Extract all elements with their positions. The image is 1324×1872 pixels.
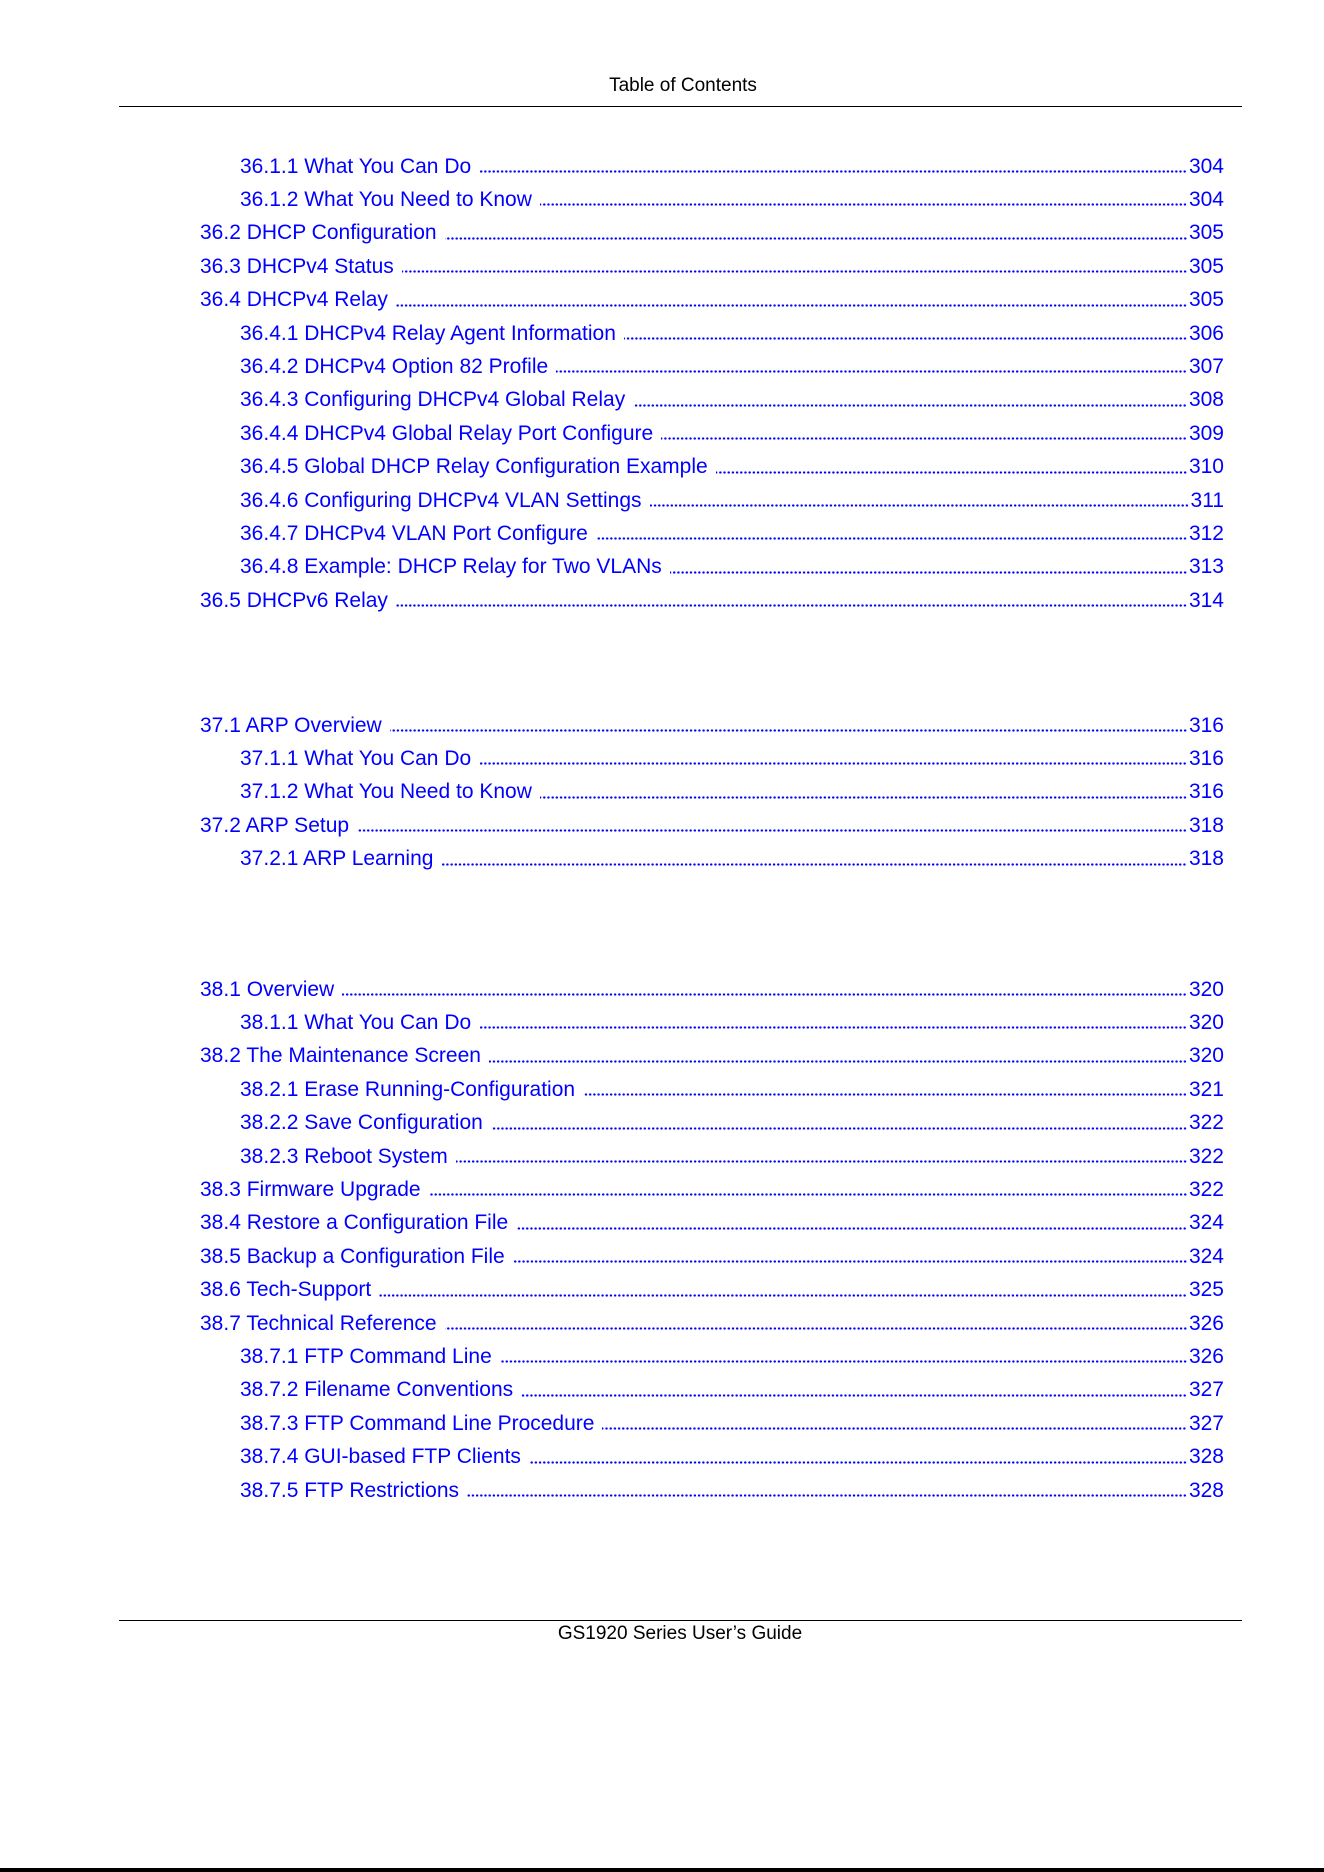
toc-dot-leader (521, 1393, 1187, 1398)
toc-page-number[interactable]: 310 (1188, 455, 1224, 479)
toc-dot-leader (479, 761, 1187, 766)
toc-dot-leader (479, 1025, 1187, 1030)
toc-entry[interactable] (240, 1441, 1224, 1474)
toc-page-number[interactable]: 321 (1188, 1077, 1224, 1101)
toc-dot-leader (357, 828, 1187, 833)
toc-entry[interactable] (200, 1040, 1224, 1073)
toc-dot-leader (529, 1460, 1187, 1465)
toc-dot-leader (429, 1192, 1187, 1197)
toc-page-number[interactable]: 324 (1188, 1244, 1224, 1268)
toc-dot-leader (602, 1426, 1186, 1431)
toc-dot-leader (661, 436, 1187, 441)
toc-dot-leader (633, 403, 1187, 408)
toc-page-number[interactable]: 326 (1188, 1344, 1224, 1368)
toc-entry[interactable] (200, 973, 1224, 1006)
toc-page-number[interactable]: 316 (1188, 713, 1224, 737)
toc-entry[interactable] (200, 1307, 1224, 1340)
toc-entry[interactable] (200, 709, 1224, 742)
toc-entry-title[interactable]: 37.1 ARP Overview (200, 713, 382, 737)
toc-page-number[interactable]: 304 (1188, 154, 1224, 178)
toc-entry[interactable] (240, 417, 1224, 450)
toc-page-number[interactable]: 314 (1188, 588, 1224, 612)
toc-entry-title[interactable]: 36.4.6 Configuring DHCPv4 VLAN Settings (240, 488, 642, 512)
toc-page-number[interactable]: 305 (1188, 221, 1224, 245)
toc-entry-title[interactable]: 38.7.4 GUI-based FTP Clients (240, 1445, 521, 1469)
toc-page-number[interactable]: 328 (1188, 1445, 1224, 1469)
toc-page-number[interactable]: 318 (1188, 847, 1224, 871)
toc-dot-leader (540, 202, 1187, 207)
toc-entry[interactable] (200, 217, 1224, 250)
toc-entry[interactable] (240, 384, 1224, 417)
toc-page-number[interactable]: 320 (1188, 1044, 1224, 1068)
toc-entry-title[interactable]: 36.4.1 DHCPv4 Relay Agent Information (240, 321, 616, 345)
toc-dot-leader (445, 236, 1187, 241)
toc-entry-title[interactable]: 38.7.2 Filename Conventions (240, 1378, 514, 1402)
toc-entry[interactable] (200, 584, 1224, 617)
toc-dot-leader (624, 336, 1187, 341)
toc-entry[interactable] (240, 183, 1224, 216)
toc-page-number[interactable]: 320 (1188, 1010, 1224, 1034)
toc-dot-leader (650, 503, 1189, 508)
toc-entry-title[interactable]: 38.7.5 FTP Restrictions (240, 1478, 460, 1502)
toc-dot-leader (513, 1259, 1187, 1264)
toc-entry[interactable] (200, 1173, 1224, 1206)
toc-entry-title[interactable]: 38.7.3 FTP Command Line Procedure (240, 1411, 595, 1435)
toc-entry[interactable] (240, 1006, 1224, 1039)
toc-page-number[interactable]: 305 (1188, 254, 1224, 278)
toc-entry[interactable] (240, 517, 1224, 550)
toc-entry-title[interactable]: 37.1.2 What You Need to Know (240, 780, 532, 804)
toc-dot-leader (396, 303, 1187, 308)
toc-page-number[interactable]: 313 (1188, 555, 1224, 579)
toc-entry[interactable] (240, 1140, 1224, 1173)
toc-page-number[interactable]: 326 (1188, 1311, 1224, 1335)
toc-entry-title[interactable]: 36.3 DHCPv4 Status (200, 254, 394, 278)
toc-entry[interactable] (240, 742, 1224, 775)
toc-entry[interactable] (200, 284, 1224, 317)
toc-entry-title[interactable]: 38.7 Technical Reference (200, 1311, 437, 1335)
toc-entry[interactable] (240, 551, 1224, 584)
toc-dot-leader (489, 1059, 1187, 1064)
toc-entry[interactable] (240, 843, 1224, 876)
toc-entry[interactable] (240, 1107, 1224, 1140)
toc-page-number[interactable]: 307 (1188, 354, 1224, 378)
toc-dot-leader (500, 1359, 1187, 1364)
toc-entry-title[interactable]: 37.1.1 What You Can Do (240, 746, 472, 770)
toc-entry[interactable] (200, 1207, 1224, 1240)
toc-entry[interactable] (240, 317, 1224, 350)
toc-page-number[interactable]: 327 (1188, 1411, 1224, 1435)
toc-entry-title[interactable]: 38.2.3 Reboot System (240, 1144, 448, 1168)
toc-page-number[interactable]: 308 (1188, 388, 1224, 412)
toc-page-number[interactable]: 320 (1188, 977, 1224, 1001)
toc-entry-title[interactable]: 36.4 DHCPv4 Relay (200, 288, 388, 312)
toc-dot-leader (516, 1226, 1187, 1231)
toc-dot-leader (396, 603, 1187, 608)
running-footer-title: GS1920 Series User’s Guide (557, 1623, 803, 1644)
toc-entry[interactable] (240, 484, 1224, 517)
page-bottom-edge (0, 1868, 1324, 1872)
toc-dot-leader (342, 992, 1187, 997)
toc-dot-leader (456, 1159, 1187, 1164)
toc-dot-leader (467, 1493, 1187, 1498)
toc-entry-title[interactable]: 38.2.1 Erase Running-Configuration (240, 1077, 576, 1101)
toc-dot-leader (445, 1326, 1187, 1331)
toc-entry[interactable] (200, 1240, 1224, 1273)
toc-page-number[interactable]: 327 (1188, 1378, 1224, 1402)
toc-dot-leader (583, 1092, 1187, 1097)
toc-entry[interactable] (200, 250, 1224, 283)
toc-entry-title[interactable]: 38.4 Restore a Configuration File (200, 1211, 509, 1235)
footer-rule (119, 1620, 1242, 1621)
toc-page-number[interactable]: 322 (1188, 1144, 1224, 1168)
toc-entry-title[interactable]: 37.2 ARP Setup (200, 813, 350, 837)
toc-dot-leader (402, 269, 1187, 274)
toc-page-number[interactable]: 305 (1188, 288, 1224, 312)
toc-entry-title[interactable]: 38.1.1 What You Can Do (240, 1010, 472, 1034)
toc-page-number[interactable]: 325 (1188, 1278, 1224, 1302)
toc-page-number[interactable]: 306 (1188, 321, 1224, 345)
toc-entry-title[interactable]: 38.2 The Maintenance Screen (200, 1044, 481, 1068)
toc-entry-title[interactable]: 36.4.5 Global DHCP Relay Configuration Example (240, 455, 708, 479)
toc-entry-title[interactable]: 36.1.2 What You Need to Know (240, 187, 532, 211)
toc-dot-leader (556, 369, 1187, 374)
toc-dot-leader (596, 536, 1187, 541)
toc-entry-title[interactable]: 38.5 Backup a Configuration File (200, 1244, 505, 1268)
toc-entry[interactable] (240, 451, 1224, 484)
toc-entry[interactable] (240, 1073, 1224, 1106)
toc-page-number[interactable]: 322 (1188, 1177, 1224, 1201)
toc-entry-title[interactable]: 36.1.1 What You Can Do (240, 154, 472, 178)
toc-entry[interactable] (240, 350, 1224, 383)
toc-page-number[interactable]: 312 (1188, 521, 1224, 545)
toc-entry-title[interactable]: 38.3 Firmware Upgrade (200, 1177, 421, 1201)
toc-dot-leader (491, 1126, 1187, 1131)
toc-entry-title[interactable]: 36.5 DHCPv6 Relay (200, 588, 388, 612)
toc-entry[interactable] (240, 776, 1224, 809)
toc-dot-leader (479, 169, 1187, 174)
toc-dot-leader (379, 1293, 1187, 1298)
toc-entry[interactable] (200, 809, 1224, 842)
toc-page-number[interactable]: 318 (1188, 813, 1224, 837)
toc-page-number[interactable]: 324 (1188, 1211, 1224, 1235)
toc-entry[interactable] (240, 1340, 1224, 1373)
toc-entry[interactable] (240, 150, 1224, 183)
toc-entry-title[interactable]: 37.2.1 ARP Learning (240, 847, 434, 871)
toc-entry-title[interactable]: 38.6 Tech-Support (200, 1278, 372, 1302)
running-header-title: Table of Contents (609, 75, 757, 96)
toc-page-number[interactable]: 309 (1188, 421, 1224, 445)
toc-dot-leader (670, 570, 1187, 575)
toc-entry[interactable] (240, 1407, 1224, 1440)
toc-entry-title[interactable]: 38.7.1 FTP Command Line (240, 1344, 492, 1368)
toc-page-number[interactable]: 311 (1190, 488, 1224, 512)
toc-page-number[interactable]: 316 (1188, 746, 1224, 770)
toc-page-number[interactable]: 322 (1188, 1111, 1224, 1135)
toc-dot-leader (716, 470, 1187, 475)
toc-entry-title[interactable]: 36.4.7 DHCPv4 VLAN Port Configure (240, 521, 588, 545)
toc-dot-leader (390, 728, 1187, 733)
toc-entry-title[interactable]: 38.1 Overview (200, 977, 335, 1001)
toc-page-number[interactable]: 316 (1188, 780, 1224, 804)
toc-entry-title[interactable]: 36.4.2 DHCPv4 Option 82 Profile (240, 354, 549, 378)
toc-entry-title[interactable]: 38.2.2 Save Configuration (240, 1111, 483, 1135)
toc-entry-title[interactable]: 36.4.3 Configuring DHCPv4 Global Relay (240, 388, 626, 412)
toc-page-number[interactable]: 304 (1188, 187, 1224, 211)
toc-entry[interactable] (240, 1374, 1224, 1407)
toc-dot-leader (540, 795, 1187, 800)
toc-entry[interactable] (240, 1474, 1224, 1507)
toc-dot-leader (441, 862, 1187, 867)
toc-page-number[interactable]: 328 (1188, 1478, 1224, 1502)
toc-entry-title[interactable]: 36.4.4 DHCPv4 Global Relay Port Configure (240, 421, 654, 445)
toc-entry-title[interactable]: 36.2 DHCP Configuration (200, 221, 437, 245)
toc-entry-title[interactable]: 36.4.8 Example: DHCP Relay for Two VLANs (240, 555, 662, 579)
toc-entry[interactable] (200, 1274, 1224, 1307)
